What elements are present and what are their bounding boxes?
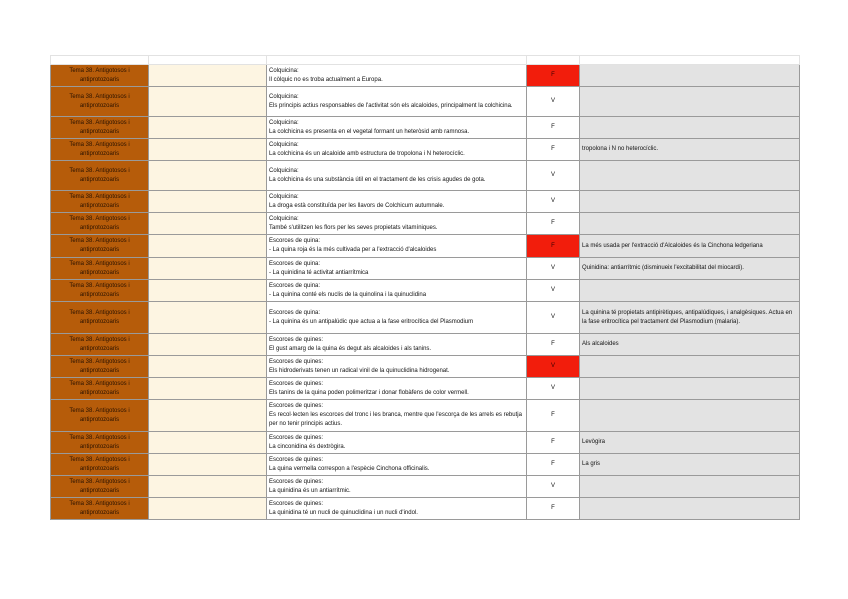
question-title: Escorces de quina: <box>269 309 321 316</box>
note-cell[interactable]: Levògira <box>580 432 800 454</box>
note-cell[interactable] <box>580 87 800 117</box>
note-cell[interactable] <box>580 117 800 139</box>
table-row <box>51 432 800 454</box>
note-cell[interactable] <box>580 191 800 213</box>
header-cell[interactable] <box>149 56 267 65</box>
question-title: Escorces de quines: <box>269 434 324 441</box>
empty-cell[interactable] <box>149 235 267 258</box>
answer-cell[interactable]: F <box>527 400 580 432</box>
table-row <box>51 87 800 117</box>
question-cell[interactable] <box>267 213 527 235</box>
question-statement: Els hidroderivats tenen un radical vinil de la quinuclidina hidrogenat. <box>269 367 450 374</box>
note-cell[interactable] <box>580 378 800 400</box>
question-statement: Els tanins de la quina poden polimeritzar i donar flobàfens de color vermell. <box>269 389 469 396</box>
question-title: Colquicina: <box>269 67 299 74</box>
topic-cell[interactable]: Tema 38. Antigotosos i antiprotozoaris <box>51 191 149 213</box>
empty-cell[interactable] <box>149 213 267 235</box>
empty-cell[interactable] <box>149 87 267 117</box>
question-title: Escorces de quina: <box>269 238 321 244</box>
answer-cell[interactable]: V <box>527 378 580 400</box>
empty-cell[interactable] <box>149 191 267 213</box>
question-title: Escorces de quines: <box>269 403 324 409</box>
answer-cell[interactable]: F <box>527 117 580 139</box>
answer-cell[interactable]: V <box>527 280 580 302</box>
topic-cell[interactable]: Tema 38. Antigotosos i antiprotozoaris <box>51 235 149 258</box>
empty-cell[interactable] <box>149 334 267 356</box>
question-title: Escorces de quines: <box>269 478 324 485</box>
question-cell[interactable] <box>267 302 527 334</box>
question-title: Colquicina: <box>269 193 299 200</box>
question-statement: La cinconidina és dextrògira. <box>269 443 346 450</box>
question-title: Colquicina: <box>269 167 299 174</box>
question-statement: La quinidina és un antiarrítmic. <box>269 487 351 494</box>
answer-cell[interactable]: F <box>527 213 580 235</box>
table-row <box>51 191 800 213</box>
spreadsheet-sheet <box>50 55 799 520</box>
empty-cell[interactable] <box>149 454 267 476</box>
answer-cell[interactable]: F <box>527 65 580 87</box>
question-title: Escorces de quines: <box>269 358 324 365</box>
question-cell[interactable] <box>267 400 527 432</box>
answer-cell[interactable]: V <box>527 258 580 280</box>
topic-cell[interactable]: Tema 38. Antigotosos i antiprotozoaris <box>51 117 149 139</box>
empty-cell[interactable] <box>149 432 267 454</box>
topic-cell[interactable]: Tema 38. Antigotosos i antiprotozoaris <box>51 213 149 235</box>
question-cell[interactable] <box>267 356 527 378</box>
topic-cell[interactable]: Tema 38. Antigotosos i antiprotozoaris <box>51 476 149 498</box>
question-title: Colquicina: <box>269 93 299 100</box>
topic-cell[interactable]: Tema 38. Antigotosos i antiprotozoaris <box>51 432 149 454</box>
question-cell[interactable] <box>267 139 527 161</box>
header-cell[interactable] <box>267 56 527 65</box>
question-cell[interactable] <box>267 498 527 520</box>
question-statement: Il còlquic no es troba actualment a Europa. <box>269 76 383 83</box>
question-cell[interactable] <box>267 432 527 454</box>
answer-cell[interactable]: V <box>527 191 580 213</box>
question-statement: La quinidina té un nucli de quinuclidina i un nucli d'indol. <box>269 509 418 516</box>
empty-cell[interactable] <box>149 65 267 87</box>
answer-cell[interactable]: F <box>527 235 580 258</box>
empty-cell[interactable] <box>149 117 267 139</box>
question-cell[interactable] <box>267 235 527 258</box>
quiz-table <box>50 55 800 520</box>
topic-cell[interactable]: Tema 38. Antigotosos i antiprotozoaris <box>51 302 149 334</box>
question-title: Colquicina: <box>269 215 299 222</box>
answer-cell[interactable]: F <box>527 498 580 520</box>
table-row <box>51 454 800 476</box>
question-cell[interactable] <box>267 454 527 476</box>
answer-cell[interactable]: F <box>527 139 580 161</box>
table-row <box>51 161 800 191</box>
answer-cell[interactable]: F <box>527 454 580 476</box>
topic-cell[interactable]: Tema 38. Antigotosos i antiprotozoaris <box>51 161 149 191</box>
question-cell[interactable] <box>267 161 527 191</box>
question-title: Escorces de quines: <box>269 500 324 507</box>
question-cell[interactable] <box>267 191 527 213</box>
empty-cell[interactable] <box>149 400 267 432</box>
note-cell[interactable]: tropolona i N no heterocíclic. <box>580 139 800 161</box>
note-cell[interactable]: Quinidina: antiarrítmic (disminueix l'excitabilitat del miocardi). <box>580 258 800 280</box>
table-row <box>51 356 800 378</box>
table-row <box>51 235 800 258</box>
note-cell[interactable] <box>580 476 800 498</box>
note-cell[interactable] <box>580 400 800 432</box>
empty-cell[interactable] <box>149 161 267 191</box>
question-statement: Es recol·lecten les escorces del tronc i les branca, mentre que l'escorça de les arrels es rebutja per no tenir principis actius. <box>269 412 522 427</box>
empty-cell[interactable] <box>149 356 267 378</box>
topic-cell[interactable]: Tema 38. Antigotosos i antiprotozoaris <box>51 334 149 356</box>
question-cell[interactable] <box>267 476 527 498</box>
question-title: Colquicina: <box>269 119 299 126</box>
note-cell[interactable]: Als alcaloides <box>580 334 800 356</box>
note-cell[interactable]: La més usada per l'extracció d'Alcaloides és la Cinchona ledgeriana <box>580 235 800 258</box>
table-row <box>51 400 800 432</box>
question-statement: - La quinina és un antipalúdic que actua a la fase eritrocítica del Plasmodium <box>269 318 474 325</box>
table-row <box>51 334 800 356</box>
question-statement: La colchicina és una substància útil en el tractament de les crisis agudes de gota. <box>269 176 486 183</box>
answer-cell[interactable]: V <box>527 87 580 117</box>
header-cell[interactable] <box>51 56 149 65</box>
question-statement: També s'utilitzen les flors per les seves propietats vitamíniques. <box>269 224 438 231</box>
question-title: Colquicina: <box>269 141 299 148</box>
answer-cell[interactable]: V <box>527 356 580 378</box>
answer-cell[interactable]: V <box>527 302 580 334</box>
note-cell[interactable]: La quinina té propietats antipirètiques, antipalúdiques, i analgèsiques. Actua en la fase eritrocítica pel tractament del Plasmodium (malaria). <box>580 302 800 334</box>
table-row <box>51 498 800 520</box>
note-cell[interactable]: La gris <box>580 454 800 476</box>
table-row <box>51 258 800 280</box>
empty-cell[interactable] <box>149 258 267 280</box>
note-cell[interactable] <box>580 65 800 87</box>
question-title: Escorces de quines: <box>269 456 324 463</box>
topic-cell[interactable]: Tema 38. Antigotosos i antiprotozoaris <box>51 280 149 302</box>
question-title: Escorces de quina: <box>269 282 321 289</box>
topic-cell[interactable]: Tema 38. Antigotosos i antiprotozoaris <box>51 454 149 476</box>
topic-cell[interactable]: Tema 38. Antigotosos i antiprotozoaris <box>51 65 149 87</box>
table-row <box>51 280 800 302</box>
question-cell[interactable] <box>267 280 527 302</box>
question-title: Escorces de quines: <box>269 336 324 343</box>
answer-cell[interactable]: V <box>527 161 580 191</box>
empty-cell[interactable] <box>149 139 267 161</box>
question-statement: - La quinina conté els nuclis de la quinolina i la quinuclidina <box>269 291 427 298</box>
empty-cell[interactable] <box>149 476 267 498</box>
topic-cell[interactable]: Tema 38. Antigotosos i antiprotozoaris <box>51 400 149 432</box>
question-title: Escorces de quina: <box>269 260 321 267</box>
topic-cell[interactable]: Tema 38. Antigotosos i antiprotozoaris <box>51 356 149 378</box>
answer-cell[interactable]: V <box>527 476 580 498</box>
table-row <box>51 117 800 139</box>
topic-cell[interactable]: Tema 38. Antigotosos i antiprotozoaris <box>51 378 149 400</box>
topic-cell[interactable]: Tema 38. Antigotosos i antiprotozoaris <box>51 258 149 280</box>
question-title: Escorces de quines: <box>269 380 324 387</box>
question-statement: La quina vermella correspon a l'espècie Cinchona officinalis. <box>269 465 430 472</box>
table-row <box>51 139 800 161</box>
question-statement: La colchicina és un alcaloide amb estructura de tropolona i N heterocíclic. <box>269 150 465 157</box>
question-statement: La droga està constituïda per les llavors de Colchicum autumnale. <box>269 202 445 209</box>
header-cell[interactable] <box>527 56 580 65</box>
topic-cell[interactable]: Tema 38. Antigotosos i antiprotozoaris <box>51 139 149 161</box>
empty-cell[interactable] <box>149 498 267 520</box>
question-cell[interactable] <box>267 65 527 87</box>
empty-cell[interactable] <box>149 280 267 302</box>
header-row <box>51 56 800 65</box>
note-cell[interactable] <box>580 161 800 191</box>
table-row <box>51 476 800 498</box>
note-cell[interactable] <box>580 280 800 302</box>
answer-cell[interactable]: F <box>527 334 580 356</box>
header-cell[interactable] <box>580 56 800 65</box>
question-statement: El gust amarg de la quina és degut als alcaloides i als tanins. <box>269 345 432 352</box>
question-cell[interactable] <box>267 258 527 280</box>
topic-cell[interactable]: Tema 38. Antigotosos i antiprotozoaris <box>51 87 149 117</box>
question-cell[interactable] <box>267 87 527 117</box>
table-row <box>51 213 800 235</box>
question-cell[interactable] <box>267 334 527 356</box>
note-cell[interactable] <box>580 498 800 520</box>
question-statement: Els principis actius responsables de l'activitat són els alcaloides, principalment la colchicina. <box>269 102 513 109</box>
question-statement: - La quinidina té activitat antiarrítmica <box>269 269 369 276</box>
table-row <box>51 65 800 87</box>
question-cell[interactable] <box>267 117 527 139</box>
note-cell[interactable] <box>580 213 800 235</box>
question-statement: - La quina roja és la més cultivada per a l'extracció d'alcaloides <box>269 247 437 253</box>
table-row <box>51 302 800 334</box>
note-cell[interactable] <box>580 356 800 378</box>
question-statement: La colchicina es presenta en el vegetal formant un heteròsid amb ramnosa. <box>269 128 470 135</box>
topic-cell[interactable]: Tema 38. Antigotosos i antiprotozoaris <box>51 498 149 520</box>
question-cell[interactable] <box>267 378 527 400</box>
answer-cell[interactable]: F <box>527 432 580 454</box>
empty-cell[interactable] <box>149 378 267 400</box>
table-row <box>51 378 800 400</box>
empty-cell[interactable] <box>149 302 267 334</box>
